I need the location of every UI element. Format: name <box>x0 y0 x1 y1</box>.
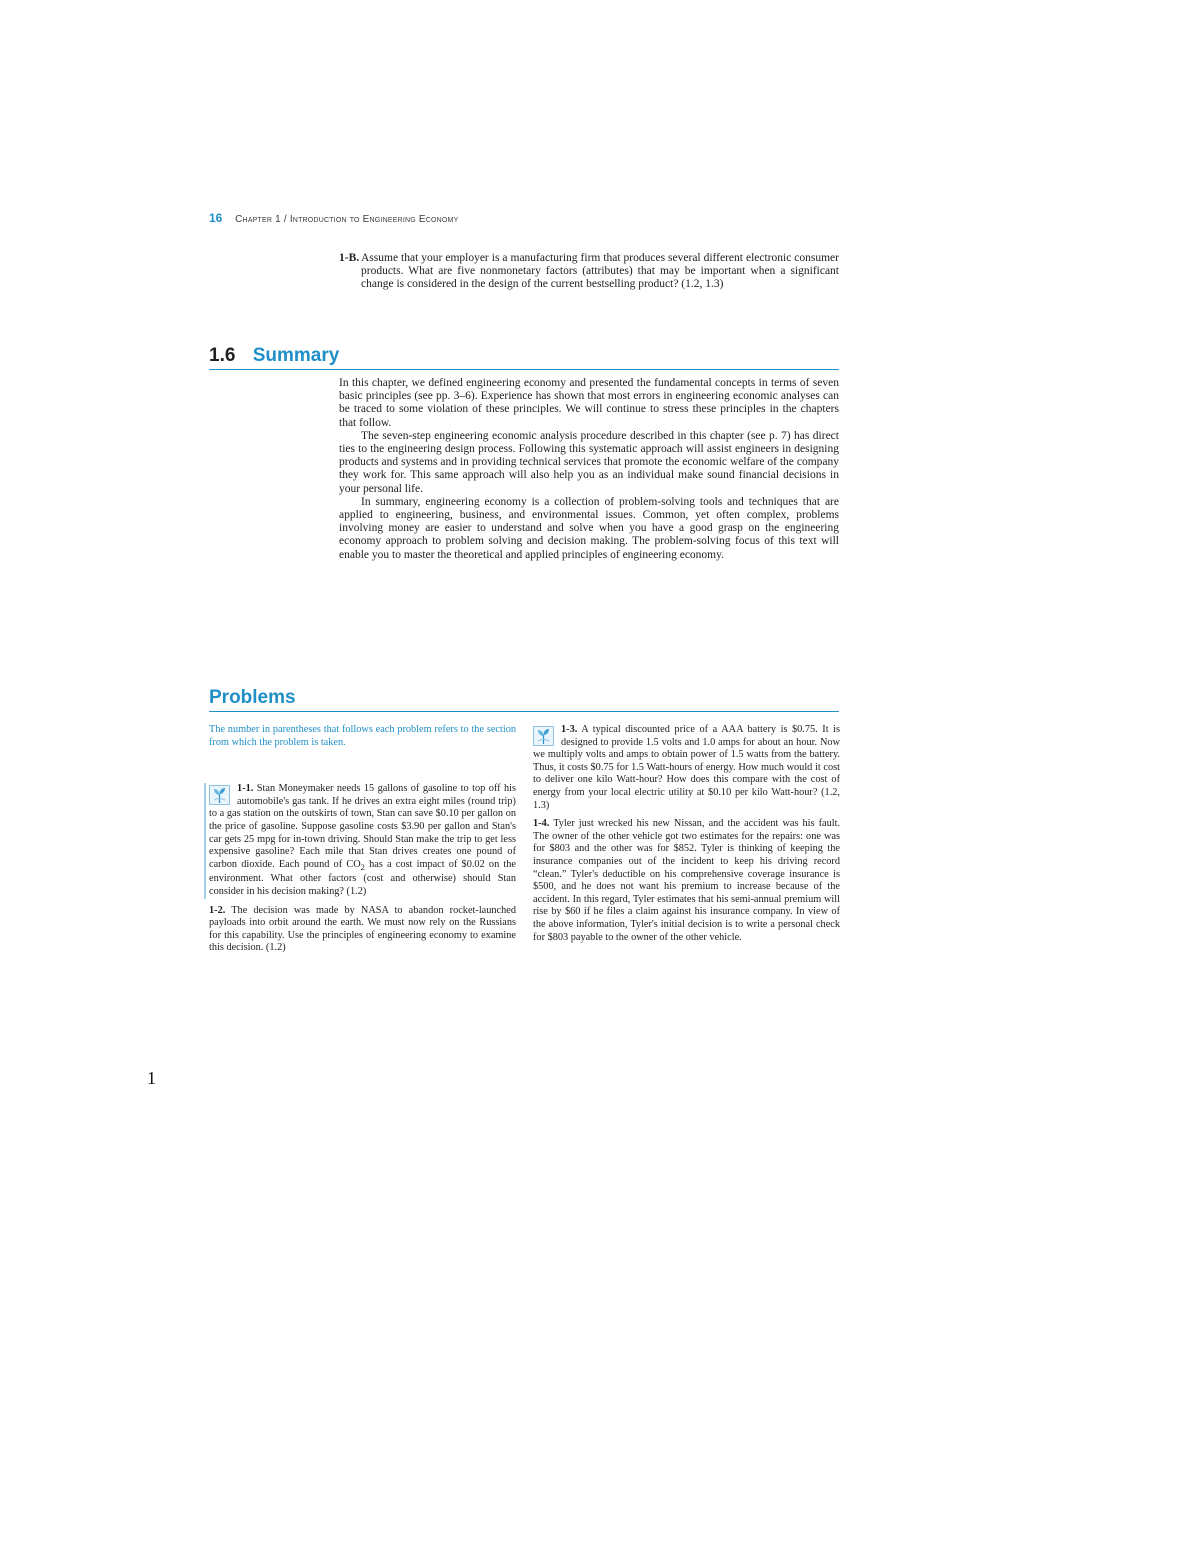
section-title: Summary <box>252 345 340 366</box>
problem-1-3 <box>533 724 840 812</box>
footer-page-number: 1 <box>147 1068 156 1088</box>
plant-icon <box>533 726 554 746</box>
summary-body <box>339 377 839 562</box>
question-1-b <box>339 252 839 292</box>
problem-text: A typical discounted price of a AAA battery is $0.75. It is designed to provide 1.5 volts and 1.0 amps for about an hour. Now we multiply volts and amps to obtain power of 1.5 watts from the battery. Thus, it costs $0.75 for 1.5 Watt-hours of energy. How much would it cost to deliver one kilo Watt-hour? How does this compare with the cost of energy from your local electric utility at $0.10 per kilo Watt-hour? (1.2, 1.3) <box>533 724 840 811</box>
problem-1-1 <box>204 783 516 898</box>
section-heading-summary <box>209 344 839 370</box>
problems-heading: Problems <box>209 686 839 712</box>
question-number: 1-B. <box>339 252 360 264</box>
summary-paragraph: In summary, engineering economy is a collection of problem-solving tools and techniques that are applied to engineering, business, and environmental issues. Common, yet often complex, problems involving money are easier to understand and solve when you have a good grasp on the engineering economy approach to problem solving and decision making. The problem-solving focus of this text will enable you to master the theoretical and applied principles of engineering economy. <box>339 495 839 561</box>
problems-right-column <box>533 724 840 950</box>
problem-text: Tyler just wrecked his new Nissan, and the accident was his fault. The owner of the other vehicle got two estimates for the repairs: one was for $803 and the other was for $852. Tyler is thinking of keeping the insurance companies out of the incident to keep his driving record “clean.” Tyler's deductible on his comprehensive coverage insurance is $500, and he does not want his premium to increase because of the accident. In this regard, Tyler estimates that his semi-annual premium will rise by $60 if he files a claim against his insurance company. In view of the above information, Tyler's initial decision is to write a personal check for $803 payable to the owner of the other vehicle. <box>533 818 841 943</box>
problem-text: Stan Moneymaker needs 15 gallons of gasoline to top off his automobile's gas tank. If he drives an extra eight miles (round trip) to a gas station on the outskirts of town, Stan can save $0.10 per gallon on the price of gasoline. Suppose gasoline costs $3.90 per gallon and Stan's car gets 25 mpg for in-town driving. Should Stan make the trip to get less expensive gasoline? Each mile that Stan drives creates one pound of carbon dioxide. Each pound of CO <box>209 783 517 870</box>
problem-number: 1-1. <box>237 783 254 795</box>
section-number: 1.6 <box>209 345 236 366</box>
problem-text: The decision was made by NASA to abandon rocket-launched payloads into orbit around the earth. We must now rely on the Russians for this capability. Use the principles of engineering economy to examine this decision. (1.2) <box>209 904 516 954</box>
summary-paragraph: The seven-step engineering economic analysis procedure described in this chapter (see p. 7) has direct ties to the engineering design process. Following this systematic approach will assist engineers in designing products and systems and in providing technical services that promote the economic welfare of the company they work for. This same approach will also help you as an individual make sound financial decisions in your personal life. <box>339 429 839 495</box>
summary-paragraph: In this chapter, we defined engineering economy and presented the fundamental concepts in terms of seven basic principles (see pp. 3–6). Experience has shown that most errors in engineering economic analyses can be traced to some violation of these principles. We will continue to stress these principles in the chapters that follow. <box>339 377 839 429</box>
problem-number: 1-4. <box>533 818 550 830</box>
problems-intro: The number in parentheses that follows each problem refers to the section from which the problem is taken. <box>209 724 516 748</box>
page-number: 16 <box>209 211 223 225</box>
problem-number: 1-2. <box>209 904 226 916</box>
problems-left-column <box>209 724 516 961</box>
running-head <box>209 212 458 226</box>
problem-1-4 <box>533 818 840 944</box>
question-text: Assume that your employer is a manufacturing firm that produces several different electronic consumer products. What are five nonmonetary factors (attributes) that may be important when a significant change is considered in the design of the current bestselling product? (1.2, 1.3) <box>361 252 839 291</box>
subscript: 2 <box>360 861 365 872</box>
chapter-title: Chapter 1 / Introduction to Engineering Economy <box>235 214 459 225</box>
plant-icon <box>209 785 230 805</box>
problem-1-2 <box>209 905 516 955</box>
problem-number: 1-3. <box>561 724 578 735</box>
problem-text: has a cost impact of $0.02 on the environment. What other factors (cost and otherwise) should Stan consider in his decision making? (1.2) <box>209 858 516 897</box>
